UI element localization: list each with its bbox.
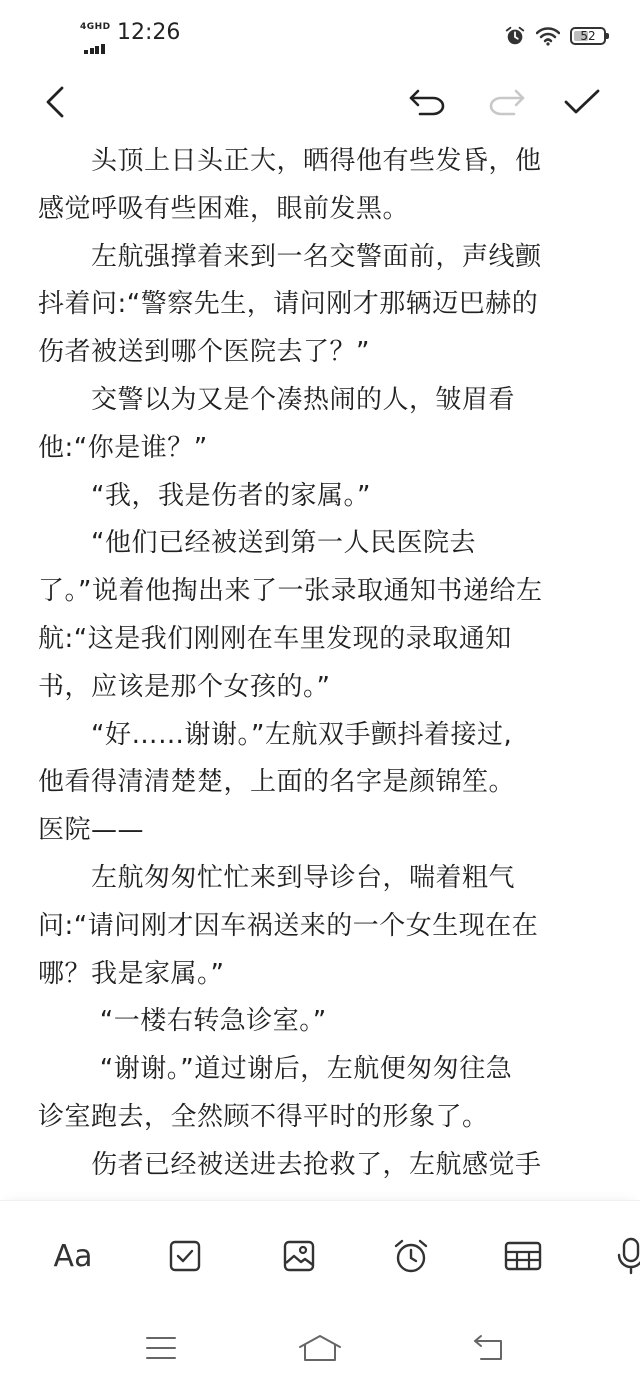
editor-toolbar	[0, 68, 640, 138]
system-back-button[interactable]	[464, 1328, 512, 1368]
text-line: “谢谢。”道过谢后，左航便匆匆往急	[38, 1054, 513, 1085]
text-line: 书，应该是那个女孩的。”	[38, 671, 331, 702]
check-icon	[564, 88, 600, 116]
text-line: 头顶上日头正大，晒得他有些发昏，他	[38, 146, 542, 176]
text-line: “一楼右转急诊室。”	[38, 1006, 327, 1037]
wifi-icon	[536, 26, 560, 46]
text-line: “好……谢谢。”左航双手颤抖着接过,	[38, 719, 513, 750]
insert-table-button[interactable]	[498, 1231, 548, 1281]
network-indicator	[80, 22, 114, 46]
reminder-button[interactable]	[386, 1231, 436, 1281]
text-line: 左航强撑着来到一名交警面前，声线颤	[38, 241, 542, 272]
text-line: 航:“这是我们刚刚在车里发现的录取通知	[38, 623, 512, 654]
text-line: 他:“你是谁？”	[38, 432, 208, 463]
alarm-clock-icon	[392, 1237, 430, 1275]
undo-icon	[408, 87, 448, 117]
network-type: 4GHD	[80, 22, 111, 32]
status-time: 12:26	[117, 20, 181, 45]
menu-icon	[144, 1334, 178, 1362]
checkbox-icon	[168, 1239, 202, 1273]
home-icon	[298, 1333, 342, 1363]
font-icon: Aa	[53, 1238, 93, 1274]
text-line: 交警以为又是个凑热闹的人，皱眉看	[38, 384, 516, 415]
redo-icon	[486, 87, 526, 117]
done-button[interactable]	[558, 78, 606, 126]
text-line: 伤者已经被送进去抢救了，左航感觉手	[38, 1149, 542, 1180]
signal-icon	[84, 35, 106, 54]
status-bar	[0, 0, 640, 68]
system-nav-bar	[0, 1310, 640, 1387]
text-line: 哪？我是家属。”	[38, 958, 225, 989]
recent-apps-button[interactable]	[137, 1328, 185, 1368]
format-toolbar	[0, 1200, 640, 1311]
text-line: 问:“请问刚才因车祸送来的一个女生现在在	[38, 910, 539, 941]
text-line: 他看得清清楚楚，上面的名字是颜锦笙。	[38, 767, 516, 798]
battery-icon	[570, 27, 606, 45]
image-icon	[282, 1239, 316, 1273]
battery-level: 52	[580, 29, 596, 43]
text-line: 左航匆匆忙忙来到导诊台，喘着粗气	[38, 862, 516, 893]
back-button[interactable]	[32, 78, 80, 126]
redo-button[interactable]	[482, 78, 530, 126]
text-line: 感觉呼吸有些困难，眼前发黑。	[38, 193, 410, 224]
text-line: 伤者被送到哪个医院去了？”	[38, 337, 370, 368]
home-button[interactable]	[296, 1328, 344, 1368]
font-style-button[interactable]	[48, 1231, 98, 1281]
alarm-icon	[504, 25, 526, 47]
text-line: 抖着问:“警察先生，请问刚才那辆迈巴赫的	[38, 289, 539, 320]
chevron-left-icon	[42, 85, 70, 119]
insert-image-button[interactable]	[274, 1231, 324, 1281]
text-line: “他们已经被送到第一人民医院去	[38, 528, 476, 559]
microphone-icon	[614, 1236, 640, 1276]
text-line: 了。”说着他掏出来了一张录取通知书递给左	[38, 576, 543, 607]
voice-input-button[interactable]	[606, 1231, 640, 1281]
table-icon	[504, 1240, 542, 1272]
text-line: 医院——	[38, 815, 145, 846]
back-icon	[471, 1333, 505, 1363]
text-line: “我，我是伤者的家属。”	[38, 480, 371, 511]
undo-button[interactable]	[404, 78, 452, 126]
note-editor-content[interactable]	[38, 138, 618, 1198]
checklist-button[interactable]	[160, 1231, 210, 1281]
text-line: 诊室跑去，全然顾不得平时的形象了。	[38, 1101, 489, 1132]
